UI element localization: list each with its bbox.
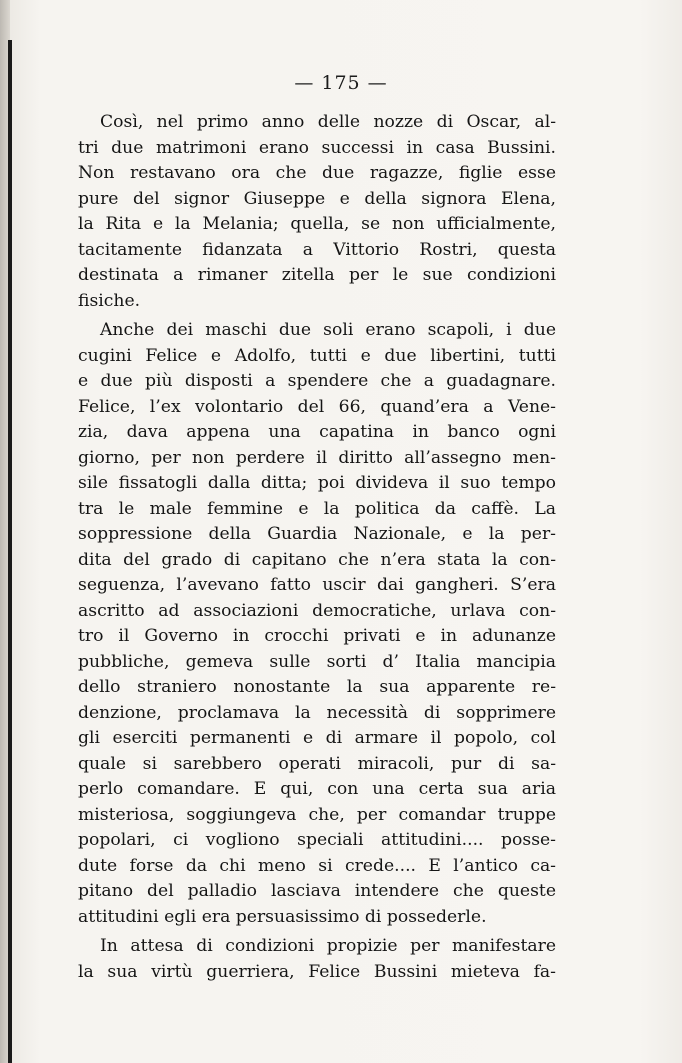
text-line: sile fissatogli dalla ditta; poi divideva il suo tempo — [78, 473, 556, 493]
text-line: cugini Felice e Adolfo, tutti e due libertini, tutti — [78, 345, 556, 366]
text-line: dita del grado di capitano che n’era stata la con- — [78, 549, 556, 570]
text-line: misteriosa, soggiungeva che, per comandar truppe — [78, 804, 556, 825]
text-line: attitudini egli era persuasissimo di possederle. — [78, 906, 487, 927]
text-line: quale si sarebbero operati miracoli, pur di sa- — [78, 753, 556, 774]
text-line: ascritto ad associazioni democratiche, urlava con- — [78, 600, 556, 621]
text-line: pure del signor Giuseppe e della signora Elena, — [78, 188, 556, 209]
text-line: la sua virtù guerriera, Felice Bussini mieteva fa- — [78, 961, 556, 982]
text-line: pubbliche, gemeva sulle sorti d’ Italia mancipia — [78, 651, 556, 672]
text-line: tri due matrimoni erano successi in casa Bussini. — [78, 137, 556, 158]
text-line: e due più disposti a spendere che a guadagnare. — [78, 371, 556, 391]
binding-edge — [8, 40, 12, 1063]
text-line: la Rita e la Melania; quella, se non ufficialmente, — [78, 214, 556, 234]
text-line: fisiche. — [78, 290, 141, 311]
text-line: tacitamente fidanzata a Vittorio Rostri, questa — [78, 239, 556, 260]
text-line: pitano del palladio lasciava intendere che queste — [78, 881, 556, 901]
text-line: soppressione della Guardia Nazionale, e la per- — [78, 524, 556, 544]
text-line: Felice, l’ex volontario del 66, quand’era a Vene- — [78, 396, 556, 417]
text-line: destinata a rimaner zitella per le sue condizioni — [78, 265, 556, 285]
text-line: denzione, proclamava la necessità di sopprimere — [78, 702, 556, 723]
text-line: tra le male femmine e la politica da caffè. La — [78, 498, 556, 519]
text-line: zia, dava appena una capatina in banco ogni — [78, 422, 556, 442]
text-line: popolari, ci vogliono speciali attitudini.... posse- — [78, 830, 556, 850]
paragraph — [78, 110, 556, 314]
text-line: dute forse da chi meno si crede.... E l’antico ca- — [78, 855, 556, 876]
text-line: giorno, per non perdere il diritto all’assegno men- — [78, 447, 556, 468]
text-line: Non restavano ora che due ragazze, figlie esse — [78, 163, 556, 183]
text-line: Anche dei maschi due soli erano scapoli, i due — [100, 320, 556, 340]
text-line: seguenza, l’avevano fatto uscir dai gangheri. S’era — [78, 575, 556, 595]
paragraph — [78, 318, 556, 930]
paragraph — [78, 934, 556, 985]
text-line: dello straniero nonostante la sua apparente re- — [78, 677, 556, 697]
page-number: — 175 — — [294, 72, 388, 94]
body-text — [78, 110, 556, 985]
text-line: tro il Governo in crocchi privati e in adunanze — [78, 626, 556, 646]
text-line: gli eserciti permanenti e di armare il popolo, col — [78, 728, 556, 748]
text-line: In attesa di condizioni propizie per manifestare — [100, 936, 556, 956]
text-line: perlo comandare. E qui, con una certa sua aria — [78, 779, 556, 799]
text-line: Così, nel primo anno delle nozze di Oscar, al- — [100, 112, 556, 132]
